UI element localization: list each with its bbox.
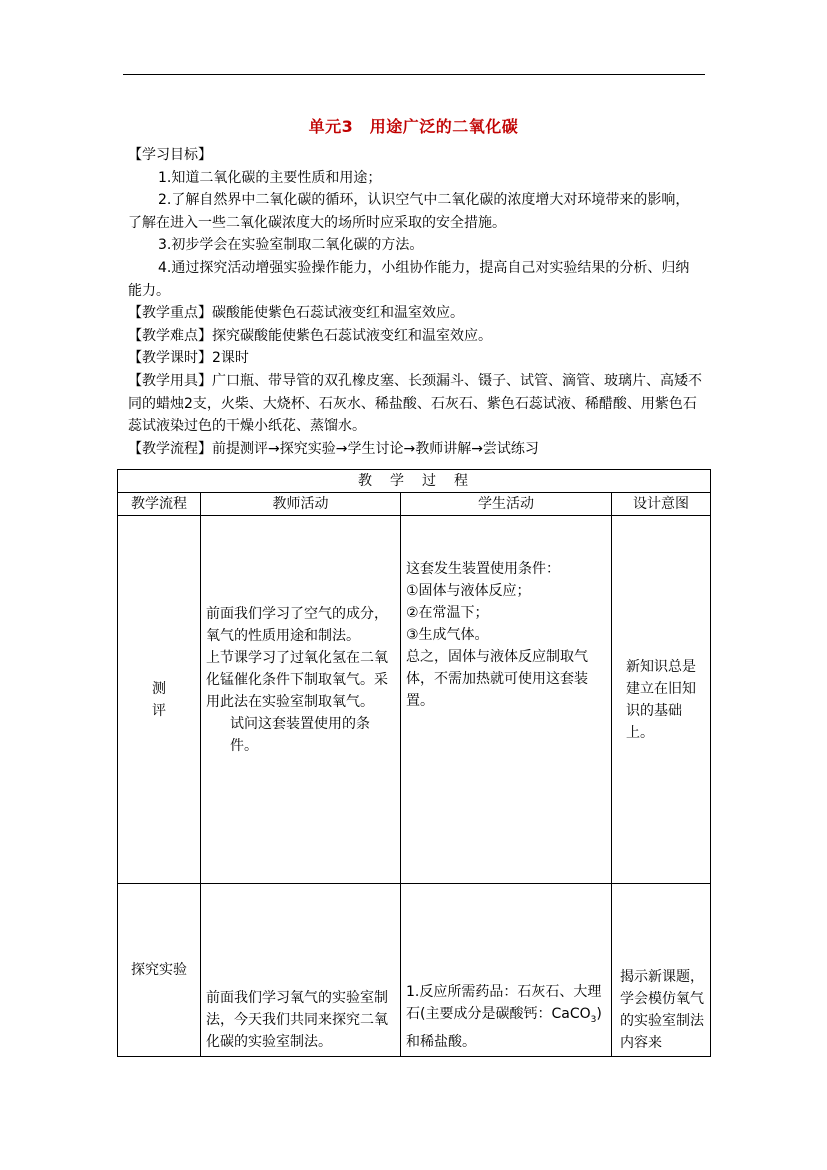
student-cell xyxy=(401,516,612,884)
student-text: 1.反应所需药品：石灰石、大理石(主要成分是碳酸钙： xyxy=(406,984,602,1023)
teacher-cell xyxy=(201,516,401,884)
table-header-row xyxy=(118,493,711,516)
stage-cell: 测 评 xyxy=(118,516,201,884)
key-points-label: 【教学重点】 xyxy=(128,305,212,322)
tools xyxy=(128,370,703,438)
objective-item: 2.了解自然界中二氧化碳的循环，认识空气中二氧化碳的浓度增大对环境带来的影响，了解在进入一些二氧化碳浓度大的场所时应采取的安全措施。 xyxy=(128,192,690,231)
stage-cell: 探究实验 xyxy=(118,884,201,1057)
chem-formula: CaCO xyxy=(551,1006,591,1023)
key-points xyxy=(128,302,703,325)
page-title: 单元3 用途广泛的二氧化碳 xyxy=(308,117,519,136)
difficulties-label: 【教学难点】 xyxy=(128,327,212,344)
teacher-text: 前面我们学习了空气的成分，氧气的性质用途和制法。 上节课学习了过氧化氢在二氧化锰催化条件下制取氧气。采用此法在实验室制取氧气。 xyxy=(206,605,388,710)
periods xyxy=(128,347,703,370)
header-stage: 教学流程 xyxy=(118,493,201,516)
intent-cell xyxy=(612,516,711,884)
teaching-process-table xyxy=(117,469,711,1057)
intent-text: 新知识总是建立在旧知识的基础上。 xyxy=(626,658,696,741)
periods-text: 2课时 xyxy=(212,350,249,367)
student-text-end: )和稀盐酸。 xyxy=(406,1006,602,1050)
intent-text: 揭示新课题，学会模仿氧气的实验室制法内容来 xyxy=(620,969,704,1051)
table-row xyxy=(118,884,711,1057)
flow-text: 前提测评→探究实验→学生讨论→教师讲解→尝试练习 xyxy=(212,440,539,457)
periods-label: 【教学课时】 xyxy=(128,350,212,367)
key-points-text: 碳酸能使紫色石蕊试液变红和温室效应。 xyxy=(212,305,464,322)
flow xyxy=(128,438,703,461)
teacher-cell xyxy=(201,884,401,1057)
header-intent: 设计意图 xyxy=(612,493,711,516)
tools-label: 【教学用具】 xyxy=(128,372,212,389)
objective-item: 4.通过探究活动增强实验操作能力，小组协作能力，提高自己对实验结果的分析、归纳能力。 xyxy=(128,259,690,299)
teacher-text: 前面我们学习氧气的实验室制法，今天我们共同来探究二氧化碳的实验室制法。 xyxy=(206,990,388,1050)
tools-text: 广口瓶、带导管的双孔橡皮塞、长颈漏斗、镊子、试管、滴管、玻璃片、高矮不同的蜡烛2支，火柴、大烧杯、石灰水、稀盐酸、石灰石、紫色石蕊试液、稀醋酸、用紫色石蕊试液染过色的干燥小纸花、蒸馏水。 xyxy=(128,372,702,435)
objective-item: 1.知道二氧化碳的主要性质和用途； xyxy=(158,169,382,186)
difficulties-text: 探究碳酸能使紫色石蕊试液变红和温室效应。 xyxy=(212,327,492,344)
table-row xyxy=(118,516,711,884)
objectives-label: 【学习目标】 xyxy=(128,147,212,163)
header-student: 学生活动 xyxy=(401,493,612,516)
teacher-question: 试问这套装置使用的条件。 xyxy=(230,715,370,754)
student-cell xyxy=(401,884,612,1057)
lesson-intro xyxy=(128,144,703,460)
objective-item: 3.初步学会在实验室制取二氧化碳的方法。 xyxy=(158,237,424,254)
chem-subscript: 3 xyxy=(590,1015,597,1025)
header-teacher: 教师活动 xyxy=(201,493,401,516)
header-rule xyxy=(123,74,705,75)
intent-cell xyxy=(612,884,711,1057)
flow-label: 【教学流程】 xyxy=(128,440,212,457)
difficulties xyxy=(128,325,703,348)
student-text: 这套发生装置使用条件： ①固体与液体反应； ②在常温下； ③生成气体。 总之，固体与液体反应制取气体，不需加热就可使用这套装置。 xyxy=(406,561,588,709)
table-caption: 教 学 过 程 xyxy=(118,470,711,493)
